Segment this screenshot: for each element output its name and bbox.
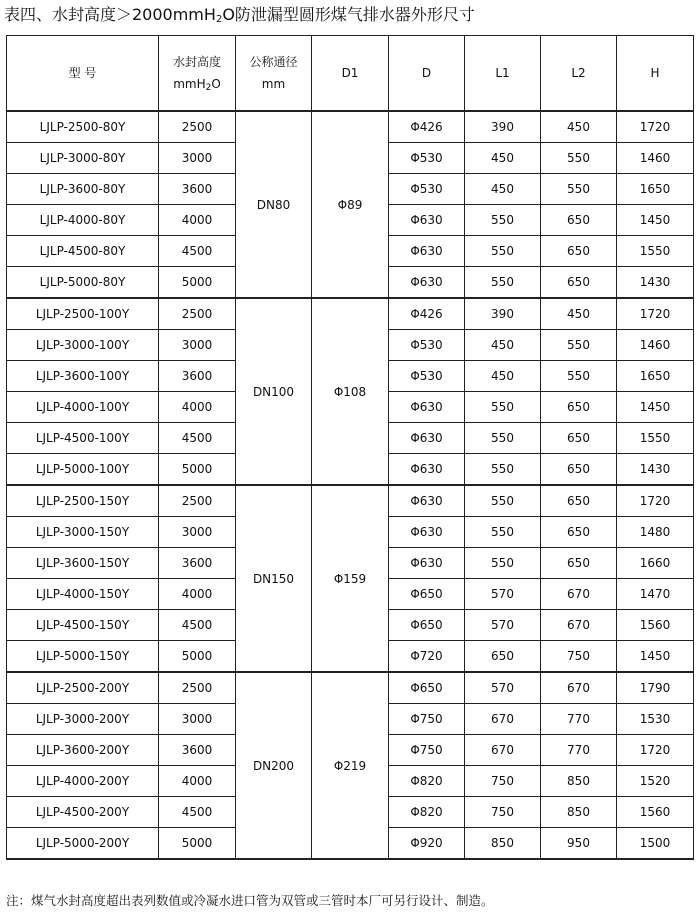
d-cell: Φ530 bbox=[389, 174, 465, 205]
model-cell: LJLP-3000-150Y bbox=[7, 517, 159, 548]
d-cell: Φ630 bbox=[389, 485, 465, 517]
seal-height-cell: 3000 bbox=[159, 517, 236, 548]
header-h: H bbox=[617, 36, 694, 112]
seal-height-cell: 3000 bbox=[159, 704, 236, 735]
l2-cell: 650 bbox=[541, 517, 617, 548]
seal-height-cell: 4000 bbox=[159, 766, 236, 797]
seal-height-cell: 4000 bbox=[159, 579, 236, 610]
model-cell: LJLP-4000-200Y bbox=[7, 766, 159, 797]
l1-cell: 570 bbox=[465, 579, 541, 610]
seal-height-cell: 2500 bbox=[159, 111, 236, 143]
l2-cell: 770 bbox=[541, 735, 617, 766]
d-cell: Φ630 bbox=[389, 392, 465, 423]
model-cell: LJLP-3000-80Y bbox=[7, 143, 159, 174]
header-seal-height-unit bbox=[173, 77, 221, 91]
seal-height-cell: 4000 bbox=[159, 392, 236, 423]
l1-cell: 450 bbox=[465, 330, 541, 361]
l2-cell: 550 bbox=[541, 361, 617, 392]
l1-cell: 550 bbox=[465, 423, 541, 454]
model-cell: LJLP-5000-80Y bbox=[7, 267, 159, 299]
title-prefix: 表四、水封高度＞2000mmH bbox=[4, 5, 216, 24]
table-row bbox=[7, 672, 694, 704]
d-cell: Φ720 bbox=[389, 641, 465, 673]
l2-cell: 550 bbox=[541, 174, 617, 205]
l1-cell: 550 bbox=[465, 267, 541, 299]
h-cell: 1550 bbox=[617, 423, 694, 454]
seal-height-cell: 3000 bbox=[159, 143, 236, 174]
model-cell: LJLP-3600-100Y bbox=[7, 361, 159, 392]
l1-cell: 390 bbox=[465, 111, 541, 143]
l2-cell: 450 bbox=[541, 111, 617, 143]
l2-cell: 670 bbox=[541, 610, 617, 641]
l1-cell: 750 bbox=[465, 797, 541, 828]
l2-cell: 550 bbox=[541, 330, 617, 361]
d-cell: Φ630 bbox=[389, 548, 465, 579]
h-cell: 1430 bbox=[617, 454, 694, 486]
h-cell: 1520 bbox=[617, 766, 694, 797]
page-title bbox=[4, 5, 475, 25]
h-cell: 1430 bbox=[617, 267, 694, 299]
seal-height-cell: 3600 bbox=[159, 174, 236, 205]
model-cell: LJLP-5000-200Y bbox=[7, 828, 159, 860]
l2-cell: 670 bbox=[541, 579, 617, 610]
h-cell: 1530 bbox=[617, 704, 694, 735]
table-row bbox=[7, 298, 694, 330]
h-cell: 1720 bbox=[617, 298, 694, 330]
l1-cell: 550 bbox=[465, 548, 541, 579]
l1-cell: 650 bbox=[465, 641, 541, 673]
header-d1: D1 bbox=[312, 36, 389, 112]
seal-height-cell: 3600 bbox=[159, 361, 236, 392]
l2-cell: 950 bbox=[541, 828, 617, 860]
seal-height-cell: 5000 bbox=[159, 641, 236, 673]
l1-cell: 450 bbox=[465, 361, 541, 392]
model-cell: LJLP-2500-100Y bbox=[7, 298, 159, 330]
l2-cell: 650 bbox=[541, 205, 617, 236]
d-cell: Φ650 bbox=[389, 672, 465, 704]
l2-cell: 650 bbox=[541, 485, 617, 517]
d1-cell: Φ219 bbox=[312, 672, 389, 859]
table-header-row bbox=[7, 36, 694, 112]
h-cell: 1720 bbox=[617, 111, 694, 143]
l1-cell: 550 bbox=[465, 517, 541, 548]
l1-cell: 550 bbox=[465, 236, 541, 267]
h-cell: 1450 bbox=[617, 392, 694, 423]
l2-cell: 650 bbox=[541, 454, 617, 486]
header-seal-unit-prefix: mmH bbox=[173, 77, 206, 91]
seal-height-cell: 5000 bbox=[159, 454, 236, 486]
d-cell: Φ630 bbox=[389, 517, 465, 548]
l2-cell: 670 bbox=[541, 672, 617, 704]
l1-cell: 670 bbox=[465, 735, 541, 766]
l2-cell: 650 bbox=[541, 267, 617, 299]
nominal-diameter-cell: DN200 bbox=[236, 672, 312, 859]
d-cell: Φ630 bbox=[389, 267, 465, 299]
d1-cell: Φ159 bbox=[312, 485, 389, 672]
d-cell: Φ630 bbox=[389, 205, 465, 236]
table-row bbox=[7, 485, 694, 517]
h-cell: 1660 bbox=[617, 548, 694, 579]
d-cell: Φ920 bbox=[389, 828, 465, 860]
l1-cell: 670 bbox=[465, 704, 541, 735]
l2-cell: 650 bbox=[541, 236, 617, 267]
seal-height-cell: 2500 bbox=[159, 298, 236, 330]
h-cell: 1650 bbox=[617, 174, 694, 205]
header-l1: L1 bbox=[465, 36, 541, 112]
model-cell: LJLP-4000-100Y bbox=[7, 392, 159, 423]
header-seal-height bbox=[159, 36, 236, 112]
header-seal-unit-suffix: O bbox=[211, 77, 221, 91]
model-cell: LJLP-2500-200Y bbox=[7, 672, 159, 704]
l2-cell: 650 bbox=[541, 392, 617, 423]
h-cell: 1450 bbox=[617, 641, 694, 673]
h-cell: 1450 bbox=[617, 205, 694, 236]
table-row bbox=[7, 111, 694, 143]
seal-height-cell: 3600 bbox=[159, 548, 236, 579]
nominal-diameter-cell: DN80 bbox=[236, 111, 312, 298]
h-cell: 1560 bbox=[617, 797, 694, 828]
d-cell: Φ650 bbox=[389, 610, 465, 641]
l1-cell: 550 bbox=[465, 485, 541, 517]
seal-height-cell: 3000 bbox=[159, 330, 236, 361]
model-cell: LJLP-5000-150Y bbox=[7, 641, 159, 673]
l1-cell: 570 bbox=[465, 610, 541, 641]
nominal-diameter-cell: DN150 bbox=[236, 485, 312, 672]
seal-height-cell: 4000 bbox=[159, 205, 236, 236]
l1-cell: 570 bbox=[465, 672, 541, 704]
nominal-diameter-cell: DN100 bbox=[236, 298, 312, 485]
seal-height-cell: 5000 bbox=[159, 267, 236, 299]
l1-cell: 850 bbox=[465, 828, 541, 860]
h-cell: 1480 bbox=[617, 517, 694, 548]
h-cell: 1470 bbox=[617, 579, 694, 610]
seal-height-cell: 4500 bbox=[159, 610, 236, 641]
h-cell: 1500 bbox=[617, 828, 694, 860]
model-cell: LJLP-4500-100Y bbox=[7, 423, 159, 454]
l1-cell: 550 bbox=[465, 205, 541, 236]
header-model: 型 号 bbox=[7, 36, 159, 112]
header-l2: L2 bbox=[541, 36, 617, 112]
header-nominal-diameter bbox=[236, 36, 312, 112]
l1-cell: 450 bbox=[465, 143, 541, 174]
h-cell: 1460 bbox=[617, 330, 694, 361]
h-cell: 1460 bbox=[617, 143, 694, 174]
h-cell: 1720 bbox=[617, 735, 694, 766]
seal-height-cell: 4500 bbox=[159, 423, 236, 454]
seal-height-cell: 4500 bbox=[159, 236, 236, 267]
model-cell: LJLP-2500-150Y bbox=[7, 485, 159, 517]
model-cell: LJLP-3000-200Y bbox=[7, 704, 159, 735]
seal-height-cell: 3600 bbox=[159, 735, 236, 766]
h-cell: 1550 bbox=[617, 236, 694, 267]
d-cell: Φ530 bbox=[389, 330, 465, 361]
header-d: D bbox=[389, 36, 465, 112]
l1-cell: 750 bbox=[465, 766, 541, 797]
l1-cell: 550 bbox=[465, 392, 541, 423]
footnote: 注：煤气水封高度超出表列数值或冷凝水进口管为双管或三管时本厂可另行设计、制造。 bbox=[6, 893, 494, 908]
l1-cell: 450 bbox=[465, 174, 541, 205]
l2-cell: 450 bbox=[541, 298, 617, 330]
model-cell: LJLP-3600-150Y bbox=[7, 548, 159, 579]
l2-cell: 550 bbox=[541, 143, 617, 174]
d-cell: Φ820 bbox=[389, 797, 465, 828]
h-cell: 1650 bbox=[617, 361, 694, 392]
l2-cell: 750 bbox=[541, 641, 617, 673]
title-suffix: O防泄漏型圆形煤气排水器外形尺寸 bbox=[222, 5, 475, 24]
header-nominal-unit: mm bbox=[261, 77, 286, 91]
l1-cell: 550 bbox=[465, 454, 541, 486]
model-cell: LJLP-4500-150Y bbox=[7, 610, 159, 641]
model-cell: LJLP-4500-80Y bbox=[7, 236, 159, 267]
l1-cell: 390 bbox=[465, 298, 541, 330]
d-cell: Φ426 bbox=[389, 298, 465, 330]
model-cell: LJLP-3600-200Y bbox=[7, 735, 159, 766]
d-cell: Φ630 bbox=[389, 454, 465, 486]
l2-cell: 650 bbox=[541, 548, 617, 579]
h-cell: 1720 bbox=[617, 485, 694, 517]
d-cell: Φ630 bbox=[389, 423, 465, 454]
l2-cell: 770 bbox=[541, 704, 617, 735]
seal-height-cell: 2500 bbox=[159, 672, 236, 704]
d-cell: Φ630 bbox=[389, 236, 465, 267]
model-cell: LJLP-5000-100Y bbox=[7, 454, 159, 486]
seal-height-cell: 4500 bbox=[159, 797, 236, 828]
header-seal-height-label: 水封高度 bbox=[172, 55, 221, 69]
l2-cell: 850 bbox=[541, 766, 617, 797]
model-cell: LJLP-2500-80Y bbox=[7, 111, 159, 143]
header-seal-unit-sub: 2 bbox=[205, 83, 212, 93]
h-cell: 1790 bbox=[617, 672, 694, 704]
d-cell: Φ530 bbox=[389, 361, 465, 392]
h-cell: 1560 bbox=[617, 610, 694, 641]
model-cell: LJLP-4000-150Y bbox=[7, 579, 159, 610]
seal-height-cell: 2500 bbox=[159, 485, 236, 517]
d-cell: Φ650 bbox=[389, 579, 465, 610]
d-cell: Φ750 bbox=[389, 735, 465, 766]
d-cell: Φ750 bbox=[389, 704, 465, 735]
l2-cell: 850 bbox=[541, 797, 617, 828]
header-nominal-label: 公称通径 bbox=[249, 55, 298, 69]
d1-cell: Φ89 bbox=[312, 111, 389, 298]
dimension-table bbox=[6, 35, 694, 860]
model-cell: LJLP-3600-80Y bbox=[7, 174, 159, 205]
title-subscript: 2 bbox=[215, 14, 223, 25]
model-cell: LJLP-4500-200Y bbox=[7, 797, 159, 828]
seal-height-cell: 5000 bbox=[159, 828, 236, 860]
model-cell: LJLP-4000-80Y bbox=[7, 205, 159, 236]
d1-cell: Φ108 bbox=[312, 298, 389, 485]
model-cell: LJLP-3000-100Y bbox=[7, 330, 159, 361]
d-cell: Φ530 bbox=[389, 143, 465, 174]
d-cell: Φ820 bbox=[389, 766, 465, 797]
d-cell: Φ426 bbox=[389, 111, 465, 143]
l2-cell: 650 bbox=[541, 423, 617, 454]
